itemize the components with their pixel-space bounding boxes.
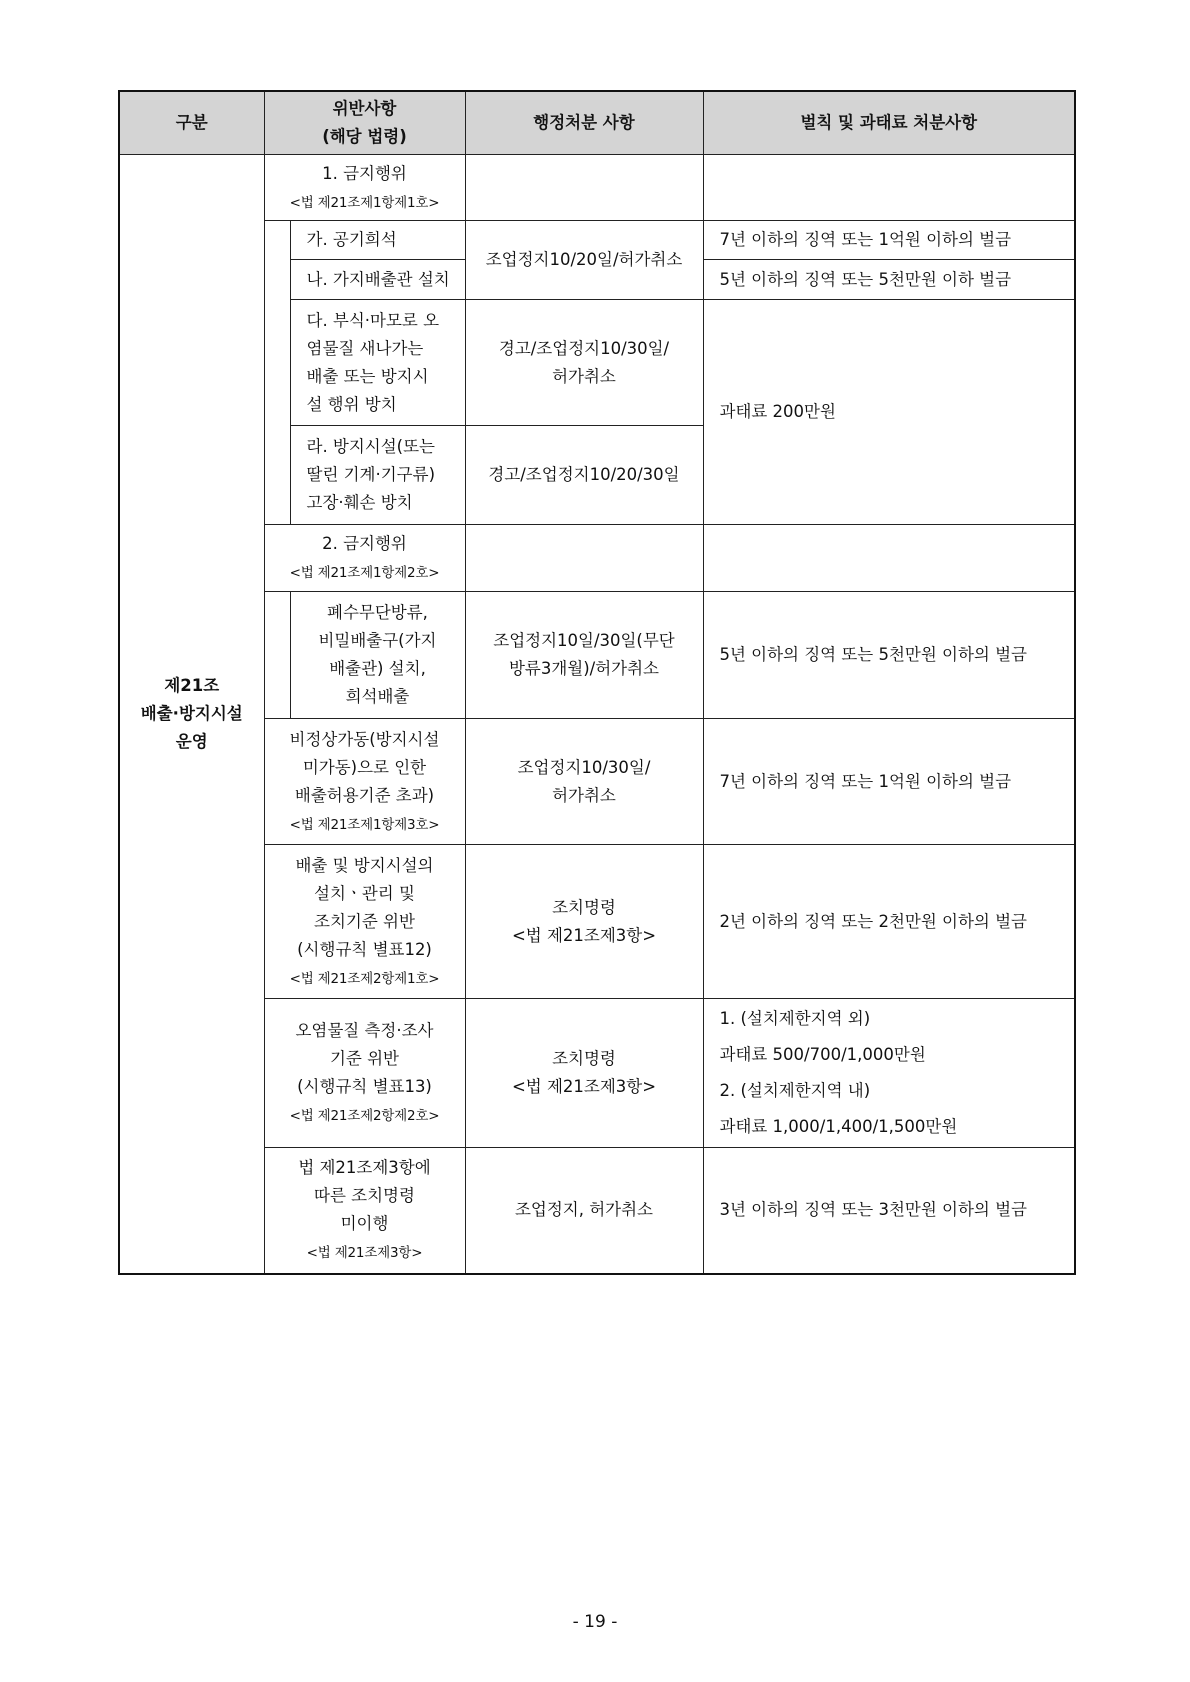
penalty-table [118, 90, 1076, 1275]
admin-cell: 경고/조업정지10/30일/ 허가취소 [465, 300, 703, 426]
violation-cell: 오염물질 측정·조사 기준 위반 (시행규칙 별표13) <법 제21조제2항제2호> [264, 999, 465, 1148]
violation-cell: 다. 부식·마모로 오 염물질 새나가는 배출 또는 방지시 설 행위 방치 [290, 300, 465, 426]
admin-cell: 조업정지10/20일/허가취소 [465, 221, 703, 300]
violation-cell: 2. 금지행위 <법 제21조제1항제2호> [264, 525, 465, 592]
penalty-cell [703, 155, 1075, 221]
violation-cell: 비정상가동(방지시설 미가동)으로 인한 배출허용기준 초과) <법 제21조제1항제3호> [264, 719, 465, 845]
penalty-cell [703, 525, 1075, 592]
admin-cell [465, 155, 703, 221]
admin-cell: 조치명령 <법 제21조제3항> [465, 999, 703, 1148]
admin-cell: 조업정지10/30일/ 허가취소 [465, 719, 703, 845]
category-cell: 제21조 배출·방지시설 운영 [119, 155, 264, 1274]
admin-cell: 조업정지, 허가취소 [465, 1148, 703, 1274]
violation-cell: 배출 및 방지시설의 설치ㆍ관리 및 조치기준 위반 (시행규칙 별표12) <법 제21조제2항제1호> [264, 845, 465, 999]
penalty-line: 과태료 1,000/1,400/1,500만원 [719, 1117, 958, 1136]
admin-cell [465, 525, 703, 592]
header-admin: 행정처분 사항 [465, 91, 703, 155]
admin-cell: 경고/조업정지10/20/30일 [465, 426, 703, 525]
penalty-cell [703, 999, 1075, 1148]
penalty-cell: 3년 이하의 징역 또는 3천만원 이하의 벌금 [703, 1148, 1075, 1274]
indent-cell [264, 592, 290, 719]
table-row [119, 155, 1075, 221]
violation-cell: 나. 가지배출관 설치 [290, 260, 465, 300]
penalty-cell: 과태료 200만원 [703, 300, 1075, 525]
penalty-cell: 7년 이하의 징역 또는 1억원 이하의 벌금 [703, 719, 1075, 845]
penalty-cell: 5년 이하의 징역 또는 5천만원 이하 벌금 [703, 260, 1075, 300]
violation-cell: 1. 금지행위 <법 제21조제1항제1호> [264, 155, 465, 221]
indent-cell [264, 221, 290, 525]
header-violation: 위반사항 (해당 법령) [264, 91, 465, 155]
penalty-cell: 7년 이하의 징역 또는 1억원 이하의 벌금 [703, 221, 1075, 260]
violation-cell: 가. 공기희석 [290, 221, 465, 260]
header-category: 구분 [119, 91, 264, 155]
penalty-cell: 5년 이하의 징역 또는 5천만원 이하의 벌금 [703, 592, 1075, 719]
violation-cell: 폐수무단방류, 비밀배출구(가지 배출관) 설치, 희석배출 [290, 592, 465, 719]
violation-cell: 법 제21조제3항에 따른 조치명령 미이행 <법 제21조제3항> [264, 1148, 465, 1274]
penalty-cell: 2년 이하의 징역 또는 2천만원 이하의 벌금 [703, 845, 1075, 999]
penalty-line: 2. (설치제한지역 내) [719, 1081, 871, 1100]
admin-cell: 조치명령 <법 제21조제3항> [465, 845, 703, 999]
penalty-line: 1. (설치제한지역 외) [719, 1009, 871, 1028]
page-number: - 19 - [572, 1612, 618, 1632]
header-penalty: 벌칙 및 과태료 처분사항 [703, 91, 1075, 155]
penalty-line: 과태료 500/700/1,000만원 [719, 1045, 926, 1064]
violation-cell: 라. 방지시설(또는 딸린 기계·기구류) 고장·훼손 방치 [290, 426, 465, 525]
admin-cell: 조업정지10일/30일(무단 방류3개월)/허가취소 [465, 592, 703, 719]
header-row [119, 91, 1075, 155]
